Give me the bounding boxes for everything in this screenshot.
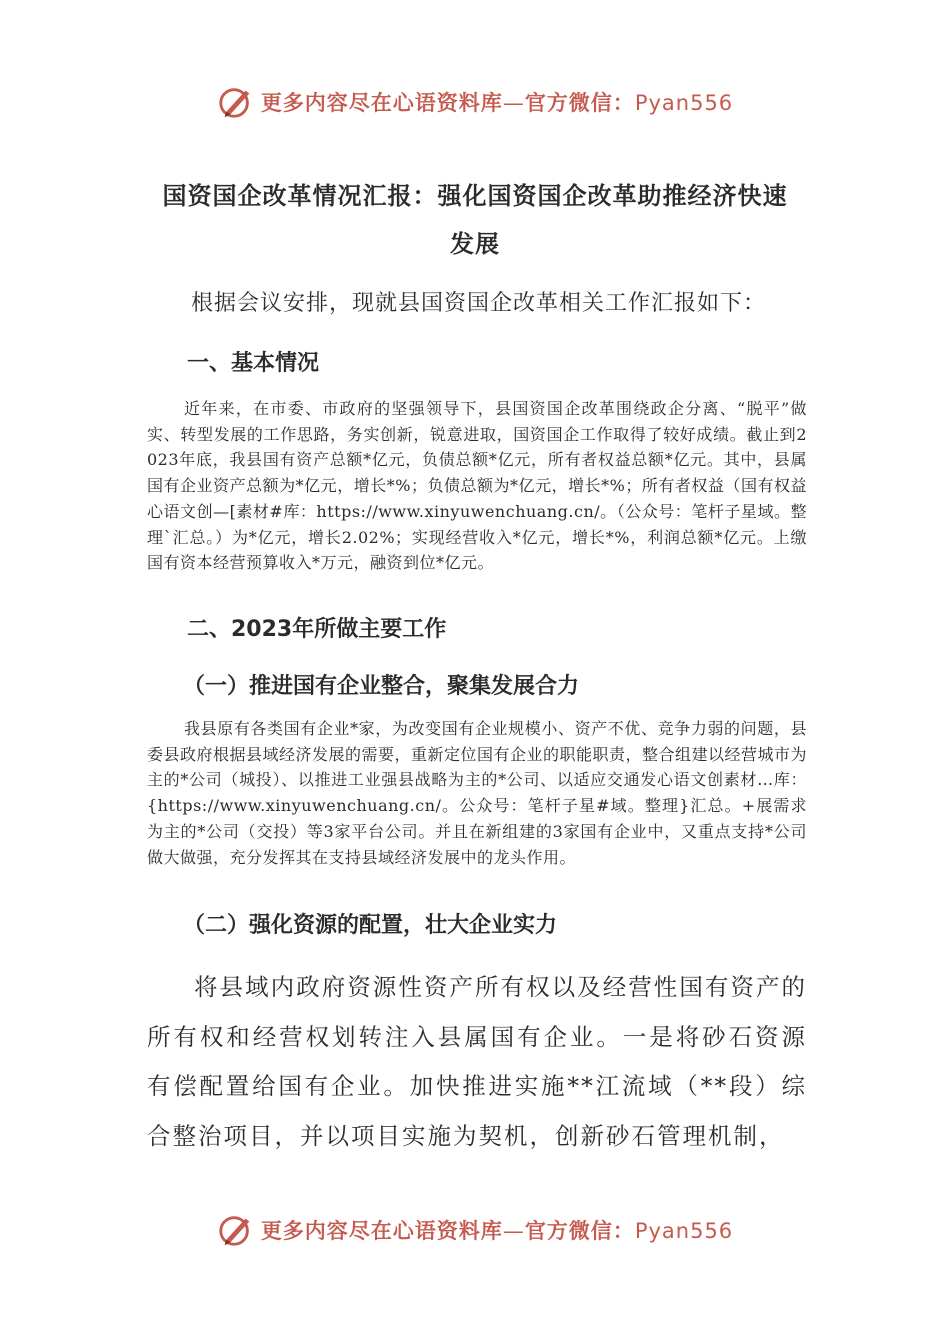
watermark-banner-bottom [0,1208,950,1252]
section-heading-basic: 一、基本情况 [187,351,320,376]
subsection2-body: 将县域内政府资源性资产所有权以及经营性国有资产的所有权和经营权划转注入县属国有企业。一是将砂石资源有偿配置给国有企业。加快推进实施**江流域（**段）综合整治项目，并以项目实施为契机，创新砂石管理机制， [147,973,807,1150]
subsection-heading-2: （二）强化资源的配置，壮大企业实力 [183,913,558,938]
title-line-2: 发展 [450,230,500,258]
document-title [140,172,810,268]
section1-body: 近年来，在市委、市政府的坚强领导下，县国资国企改革围绕政企分离、“脱平”做实、转型发展的工作思路，务实创新，锐意进取，国资国企工作取得了较好成绩。截止到2023年底，我县国有资产总额*亿元，负债总额*亿元，所有者权益总额*亿元。其中，县属国有企业资产总额为*亿元，增长*%；负债总额为*亿元，增长*%；所有者权益（国有权益心语文创—[素材#库：https://www.xinyuwenchuang.cn/。（公众号：笔杆子星域。整理`汇总。）为*亿元，增长2.02%；实现经营收入*亿元，增长*%，利润总额*亿元。上缴国有资本经营预算收入*万元，融资到位*亿元。 [147,399,807,573]
section-heading-work: 二、2023年所做主要工作 [187,617,447,642]
subsection-heading-1: （一）推进国有企业整合，聚集发展合力 [183,674,580,699]
subsection1-body: 我县原有各类国有企业*家，为改变国有企业规模小、资产不优、竞争力弱的问题，县委县政府根据县域经济发展的需要，重新定位国有企业的职能职责，整合组建以经营城市为主的*公司（城投）、以推进工业强县战略为主的*公司、以适应交通发心语文创素材…库：{https://www.xinyuwenchuang.cn/。公众号：笔杆子星#域。整理}汇总。+展需求为主的*公司（交投）等3家平台公司。并且在新组建的3家国有企业中，又重点支持*公司做大做强，充分发挥其在支持县域经济发展中的龙头作用。 [147,719,808,867]
title-line-1: 国资国企改革情况汇报：强化国资国企改革助推经济快速 [162,182,788,210]
pen-logo-icon [217,1211,255,1249]
pen-logo-icon [217,83,255,121]
watermark-text: 更多内容尽在心语资料库—官方微信：Pyan556 [260,1219,734,1243]
watermark-text: 更多内容尽在心语资料库—官方微信：Pyan556 [260,91,734,115]
watermark-banner-top [0,80,950,124]
intro-paragraph: 根据会议安排，现就县国资国企改革相关工作汇报如下： [191,291,767,316]
